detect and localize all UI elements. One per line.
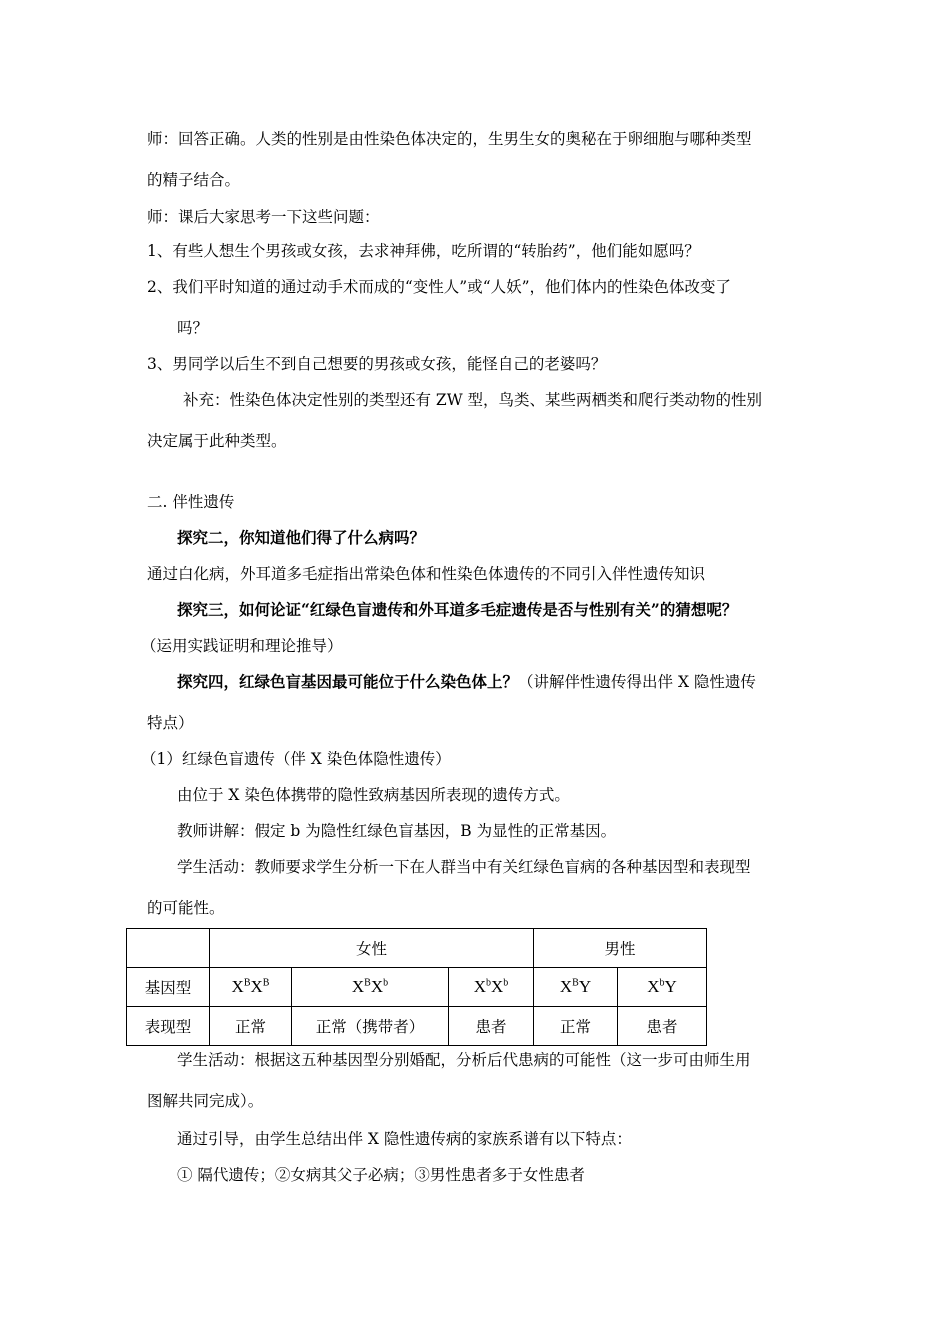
explore-3-note: （运用实践证明和理论推导） — [141, 637, 343, 655]
genotype-cell: $X^bY$ — [618, 968, 707, 1007]
paragraph: 师：课后大家思考一下这些问题： — [147, 208, 380, 226]
genotype-cell: $X^BX^B$ — [210, 968, 292, 1007]
table-header-row — [127, 929, 707, 968]
genotype-table — [126, 928, 707, 1046]
genotype-label: 基因型 — [127, 968, 210, 1007]
table-row — [127, 1007, 707, 1046]
item-1-definition: 由位于 X 染色体携带的隐性致病基因所表现的遗传方式。 — [177, 786, 570, 804]
phenotype-cell: 患者 — [449, 1007, 534, 1046]
genotype-cell: $X^BY$ — [534, 968, 618, 1007]
supplement: 补充：性染色体决定性别的类型还有 ZW 型，鸟类、某些两栖类和爬行类动物的性别 — [183, 391, 763, 409]
question-2-cont: 吗？ — [177, 319, 209, 337]
question-3: 3、男同学以后生不到自己想要的男孩或女孩，能怪自己的老婆吗？ — [147, 355, 607, 373]
phenotype-label: 表现型 — [127, 1007, 210, 1046]
student-activity-1-cont: 的可能性。 — [147, 899, 225, 917]
traits-list: ① 隔代遗传；②女病其父子必病；③男性患者多于女性患者 — [177, 1166, 585, 1184]
explore-4-note-cont: 特点） — [147, 714, 194, 732]
supplement-cont: 决定属于此种类型。 — [147, 432, 287, 450]
question-1: 1、有些人想生个男孩或女孩，去求神拜佛，吃所谓的“转胎药”，他们能如愿吗？ — [147, 242, 700, 260]
section-heading: 二. 伴性遗传 — [147, 493, 235, 511]
explore-4-note: （讲解伴性遗传得出伴 X 隐性遗传 — [518, 673, 756, 691]
male-header: 男性 — [534, 929, 707, 968]
student-activity-1: 学生活动：教师要求学生分析一下在人群当中有关红绿色盲病的各种基因型和表现型 — [177, 858, 751, 876]
explore-2-heading: 探究二，你知道他们得了什么病吗？ — [177, 528, 426, 547]
explore-2-text: 通过白化病，外耳道多毛症指出常染色体和性染色体遗传的不同引入伴性遗传知识 — [147, 565, 706, 583]
student-activity-2-cont: 图解共同完成）。 — [147, 1092, 264, 1110]
paragraph: 的精子结合。 — [147, 171, 241, 189]
explore-3-heading: 探究三，如何论证“红绿色盲遗传和外耳道多毛症遗传是否与性别有关”的猜想呢？ — [177, 600, 738, 619]
paragraph: 师：回答正确。人类的性别是由性染色体决定的，生男生女的奥秘在于卵细胞与哪种类型 — [147, 130, 752, 148]
explore-4-heading: 探究四，红绿色盲基因最可能位于什么染色体上？ — [177, 672, 519, 691]
item-1: （1）红绿色盲遗传（伴 X 染色体隐性遗传） — [141, 750, 451, 768]
female-header: 女性 — [210, 929, 534, 968]
table-row — [127, 968, 707, 1007]
student-activity-2: 学生活动：根据这五种基因型分别婚配，分析后代患病的可能性（这一步可由师生用 — [177, 1051, 751, 1069]
genotype-cell: $X^bX^b$ — [449, 968, 534, 1007]
explore-4-line — [177, 672, 756, 692]
table-corner-cell — [127, 929, 210, 968]
phenotype-cell: 正常（携带者） — [292, 1007, 449, 1046]
genotype-cell: $X^BX^b$ — [292, 968, 449, 1007]
teacher-explanation: 教师讲解：假定 b 为隐性红绿色盲基因，B 为显性的正常基因。 — [177, 822, 617, 840]
guide-text: 通过引导，由学生总结出伴 X 隐性遗传病的家族系谱有以下特点： — [177, 1130, 632, 1148]
phenotype-cell: 正常 — [210, 1007, 292, 1046]
phenotype-cell: 正常 — [534, 1007, 618, 1046]
question-2: 2、我们平时知道的通过动手术而成的“变性人”或“人妖”，他们体内的性染色体改变了 — [147, 278, 732, 296]
phenotype-cell: 患者 — [618, 1007, 707, 1046]
